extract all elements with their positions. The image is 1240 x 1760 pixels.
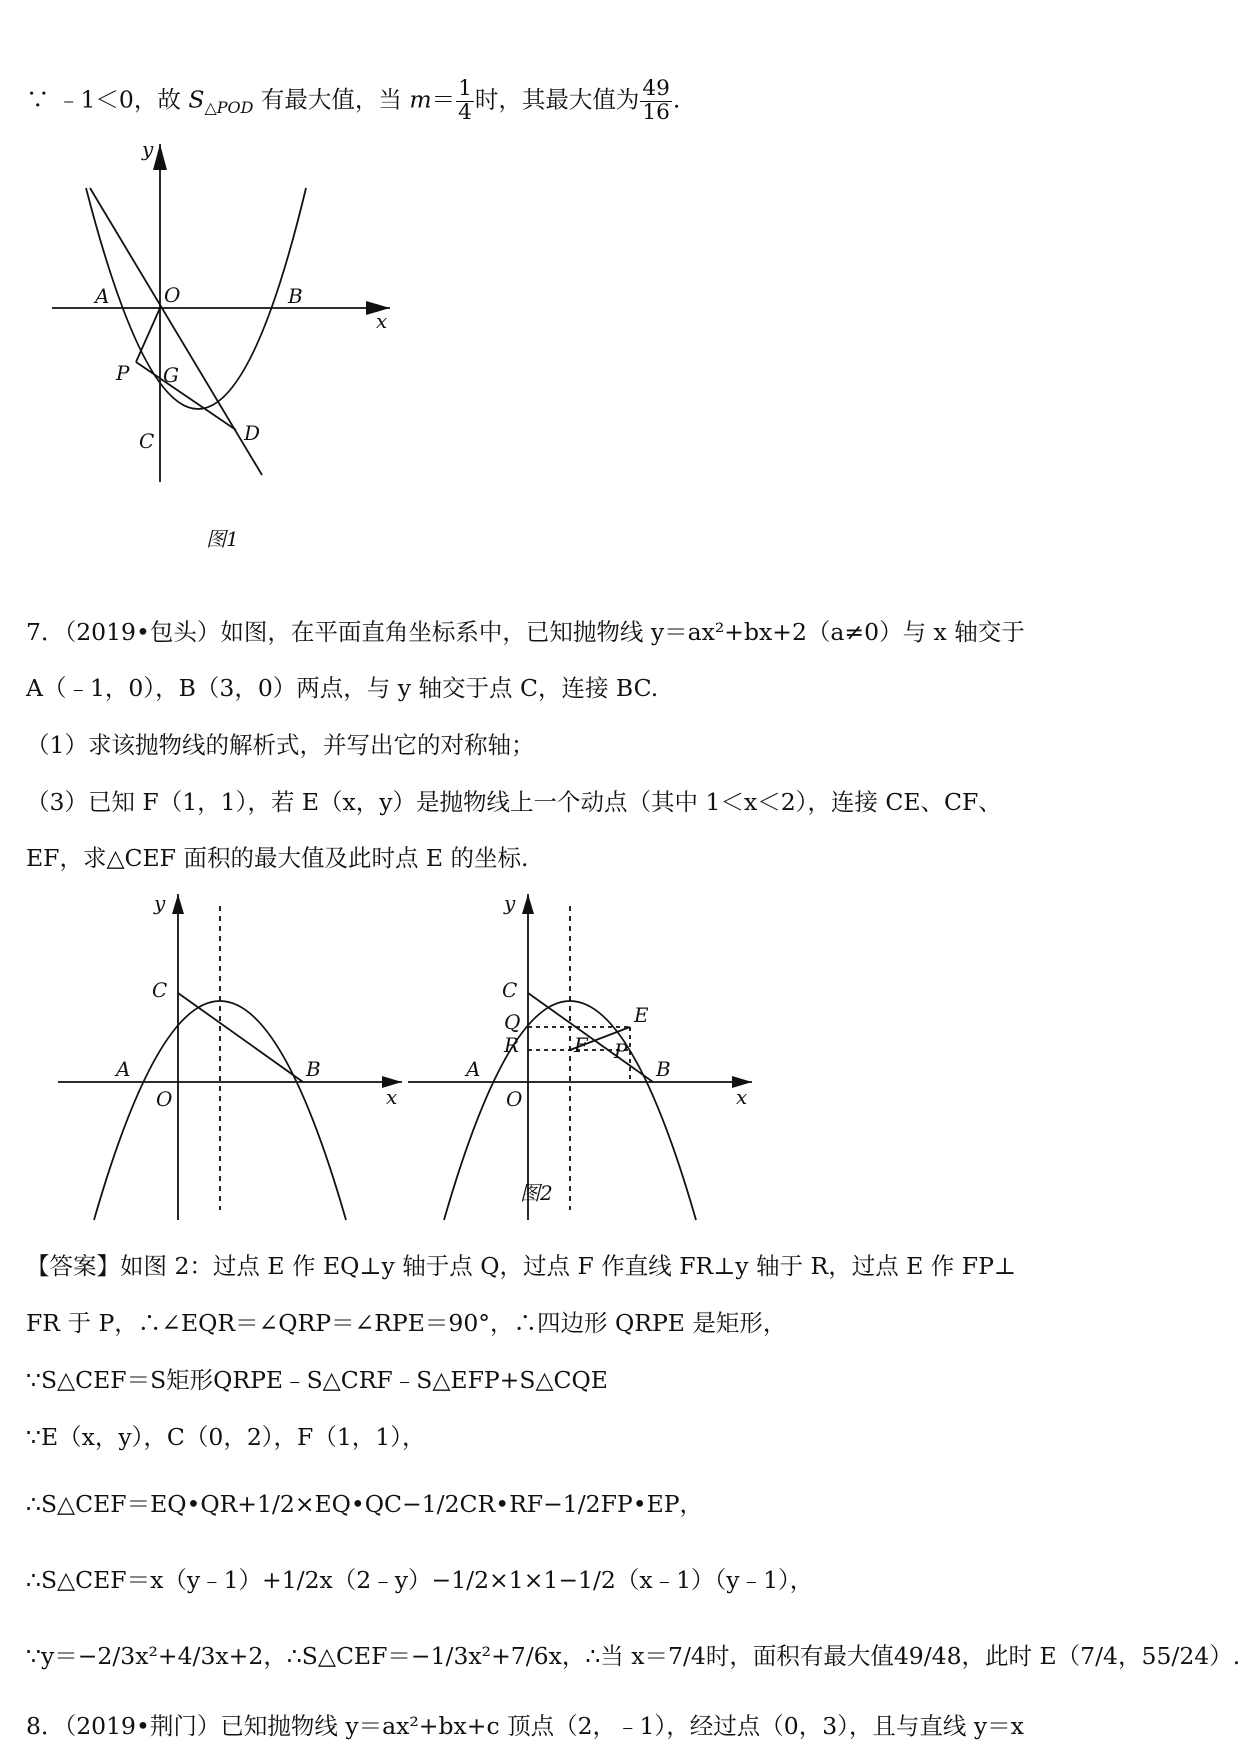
label-A: A <box>466 1057 481 1081</box>
label-y: y <box>154 891 166 915</box>
label-D: D <box>244 421 261 445</box>
label-O: O <box>156 1087 173 1111</box>
text-eq: ＝ <box>431 85 456 114</box>
q7-line-1: 7．（2019•包头）如图，在平面直角坐标系中，已知抛物线 y＝ax²+bx+2（a≠0）与 x 轴交于 <box>26 618 1025 646</box>
label-B: B <box>306 1057 321 1081</box>
q7-line-5: EF，求△CEF 面积的最大值及此时点 E 的坐标. <box>26 844 529 872</box>
label-O: O <box>164 283 181 307</box>
label-P: P <box>116 361 130 385</box>
text-has-max: 有最大值，当 <box>253 85 410 114</box>
label-x: x <box>386 1085 398 1109</box>
text-period: . <box>672 85 681 114</box>
fraction-49-16 <box>640 78 672 124</box>
caption-fig1: 图1 <box>206 527 239 551</box>
text-line-1 <box>26 78 1054 124</box>
label-y: y <box>504 891 516 915</box>
answer-line-5: ∴S△CEF＝EQ•QR+1/2×EQ•QC−1/2CR•RF−1/2FP•EP， <box>26 1490 704 1518</box>
figure-1 <box>40 130 420 550</box>
label-x: x <box>376 309 388 333</box>
figure-2a <box>50 890 410 1220</box>
text-since: ∵ ﹣1＜0，故 <box>26 85 189 114</box>
label-G: G <box>163 363 179 387</box>
label-B: B <box>656 1057 671 1081</box>
frac-den: 16 <box>642 99 670 125</box>
answer-line-2: FR 于 P，∴∠EQR＝∠QRP＝∠RPE＝90°，∴四边形 QRPE 是矩形， <box>26 1309 787 1337</box>
label-C: C <box>152 978 168 1002</box>
sym-S: S <box>188 85 205 114</box>
fraction-1-4 <box>456 78 474 124</box>
q7-line-4: （3）已知 F（1，1），若 E（x，y）是抛物线上一个动点（其中 1＜x＜2），连接 CE、CF、 <box>26 788 1002 816</box>
label-C: C <box>502 978 518 1002</box>
answer-line-3: ∵S△CEF＝S矩形QRPE﹣S△CRF﹣S△EFP+S△CQE <box>26 1366 608 1394</box>
label-C: C <box>139 429 155 453</box>
label-F: F <box>574 1033 588 1057</box>
q7-line-3: （1）求该抛物线的解析式，并写出它的对称轴； <box>26 731 535 759</box>
label-P: P <box>614 1039 628 1063</box>
label-E: E <box>634 1003 649 1027</box>
frac-num: 1 <box>458 76 472 101</box>
q8-line-1: 8．（2019•荆门）已知抛物线 y＝ax²+bx+c 顶点（2，﹣1），经过点（0，3），且与直线 y＝x <box>26 1712 1024 1740</box>
text-max-value: 时，其最大值为 <box>474 85 640 114</box>
segment-OP <box>136 308 160 362</box>
frac-den: 4 <box>458 99 472 125</box>
answer-line-1: 【答案】如图 2：过点 E 作 EQ⊥y 轴于点 Q，过点 F 作直线 FR⊥y 轴于 R，过点 E 作 FP⊥ <box>26 1252 1016 1280</box>
label-x: x <box>736 1085 748 1109</box>
answer-line-4: ∵E（x，y），C（0，2），F（1，1）， <box>26 1423 426 1451</box>
sub-POD: △POD <box>204 97 254 117</box>
segment-PD <box>136 362 236 430</box>
figure-2b <box>400 890 760 1220</box>
y-arrow <box>172 894 184 914</box>
sym-m: m <box>409 85 432 114</box>
caption-fig2: 图2 <box>520 1181 553 1205</box>
y-arrow <box>153 144 167 170</box>
answer-line-7: ∵y＝−2/3x²+4/3x+2，∴S△CEF＝−1/3x²+7/6x，∴当 x＝7/4时，面积有最大值49/48，此时 E（7/4，55/24）. <box>26 1642 1240 1670</box>
answer-line-6: ∴S△CEF＝x（y﹣1）+1/2x（2﹣y）−1/2×1×1−1/2（x﹣1）（y﹣1）， <box>26 1566 814 1594</box>
line-AD <box>90 188 262 475</box>
label-O: O <box>506 1087 523 1111</box>
label-y: y <box>142 137 154 161</box>
y-arrow <box>522 894 534 914</box>
label-B: B <box>288 284 303 308</box>
label-A: A <box>95 284 110 308</box>
label-A: A <box>116 1057 131 1081</box>
label-R: R <box>504 1033 520 1057</box>
q7-line-2: A（﹣1，0），B（3，0）两点，与 y 轴交于点 C，连接 BC. <box>26 674 659 702</box>
label-Q: Q <box>504 1010 521 1034</box>
frac-num: 49 <box>642 76 670 101</box>
